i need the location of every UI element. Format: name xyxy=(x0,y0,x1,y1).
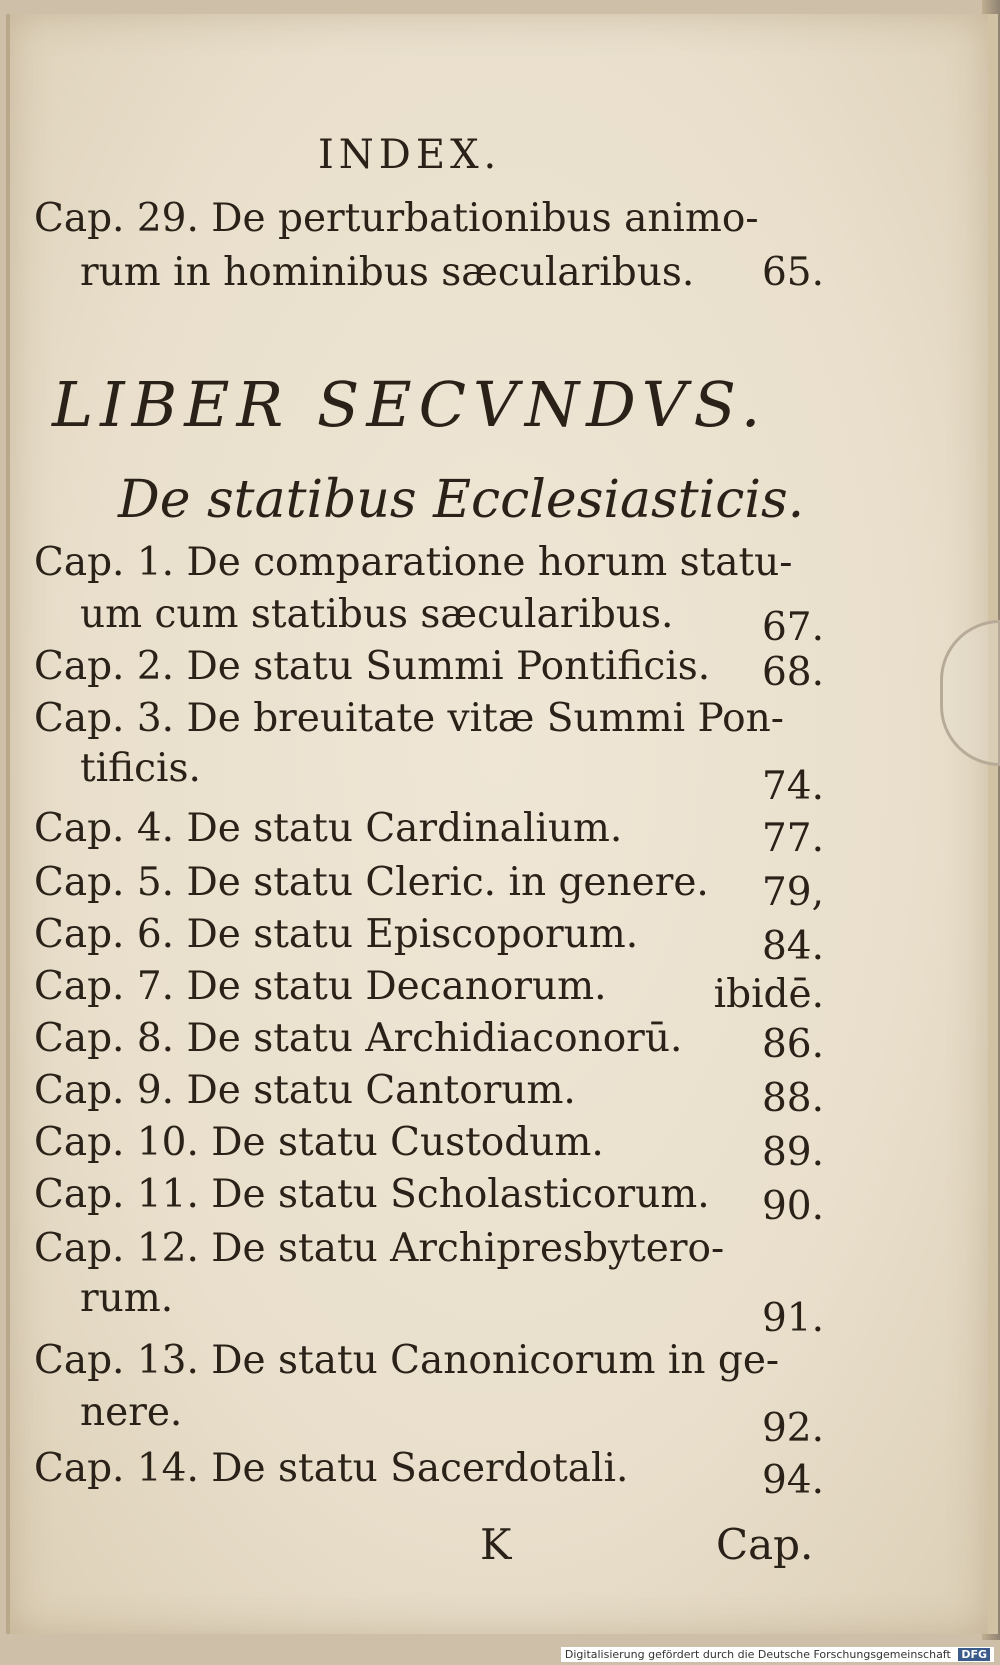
entry-2-page: 68. xyxy=(761,650,824,695)
digitization-footer xyxy=(561,1647,994,1662)
entry-11-page: 90. xyxy=(761,1184,824,1229)
signature-mark: K xyxy=(480,1520,512,1569)
entry-3-line2: tificis. xyxy=(80,746,201,791)
entry-3-line1: Cap. 3. De breuitate vitæ Summi Pon- xyxy=(34,696,784,741)
entry-8-line1: Cap. 8. De statu Archidiaconorū. xyxy=(34,1016,683,1061)
entry-10-line1: Cap. 10. De statu Custodum. xyxy=(34,1120,604,1165)
footer-text: Digitalisierung gefördert durch die Deutsche Forschungsgemeinschaft xyxy=(564,1648,951,1661)
entry-11-line1: Cap. 11. De statu Scholasticorum. xyxy=(34,1172,710,1217)
entry-8-page: 86. xyxy=(761,1022,824,1067)
liber-heading: LIBER SECVNDVS. xyxy=(52,368,768,441)
entry-1-line2: um cum statibus sæcularibus. xyxy=(80,592,674,637)
entry-13-line1: Cap. 13. De statu Canonicorum in ge- xyxy=(34,1338,780,1383)
catchword: Cap. xyxy=(716,1520,814,1569)
entry-5-page: 79, xyxy=(761,870,824,915)
entry-10-page: 89. xyxy=(761,1130,824,1175)
entry-6-line1: Cap. 6. De statu Episcoporum. xyxy=(34,912,639,957)
dfg-logo: DFG xyxy=(958,1648,990,1661)
entry-29-line1: Cap. 29. De perturbationibus animo- xyxy=(34,196,759,241)
entry-14-line1: Cap. 14. De statu Sacerdotali. xyxy=(34,1446,629,1491)
entry-29-page: 65. xyxy=(761,250,824,295)
entry-14-page: 94. xyxy=(761,1458,824,1503)
entry-4-page: 77. xyxy=(761,816,824,861)
liber-subtitle: De statibus Ecclesiasticis. xyxy=(118,470,805,530)
entry-12-page: 91. xyxy=(761,1296,824,1341)
entry-2-line1: Cap. 2. De statu Summi Pontificis. xyxy=(34,644,711,689)
entry-12-line1: Cap. 12. De statu Archipresbytero- xyxy=(34,1226,725,1271)
entry-1-line1: Cap. 1. De comparatione horum statu- xyxy=(34,540,793,585)
entry-9-line1: Cap. 9. De statu Cantorum. xyxy=(34,1068,576,1113)
entry-13-line2: nere. xyxy=(80,1390,183,1435)
entry-7-line1: Cap. 7. De statu Decanorum. xyxy=(34,964,607,1009)
entry-4-line1: Cap. 4. De statu Cardinalium. xyxy=(34,806,623,851)
entry-3-page: 74. xyxy=(761,764,824,809)
entry-7-page: ibidē. xyxy=(713,972,824,1017)
running-title: INDEX. xyxy=(318,132,502,178)
entry-9-page: 88. xyxy=(761,1076,824,1121)
entry-5-line1: Cap. 5. De statu Cleric. in genere. xyxy=(34,860,709,905)
entry-13-page: 92. xyxy=(761,1406,824,1451)
entry-6-page: 84. xyxy=(761,924,824,969)
entry-12-line2: rum. xyxy=(80,1276,174,1321)
entry-29-line2: rum in hominibus sæcularibus. xyxy=(80,250,695,295)
entry-1-page: 67. xyxy=(761,605,824,650)
